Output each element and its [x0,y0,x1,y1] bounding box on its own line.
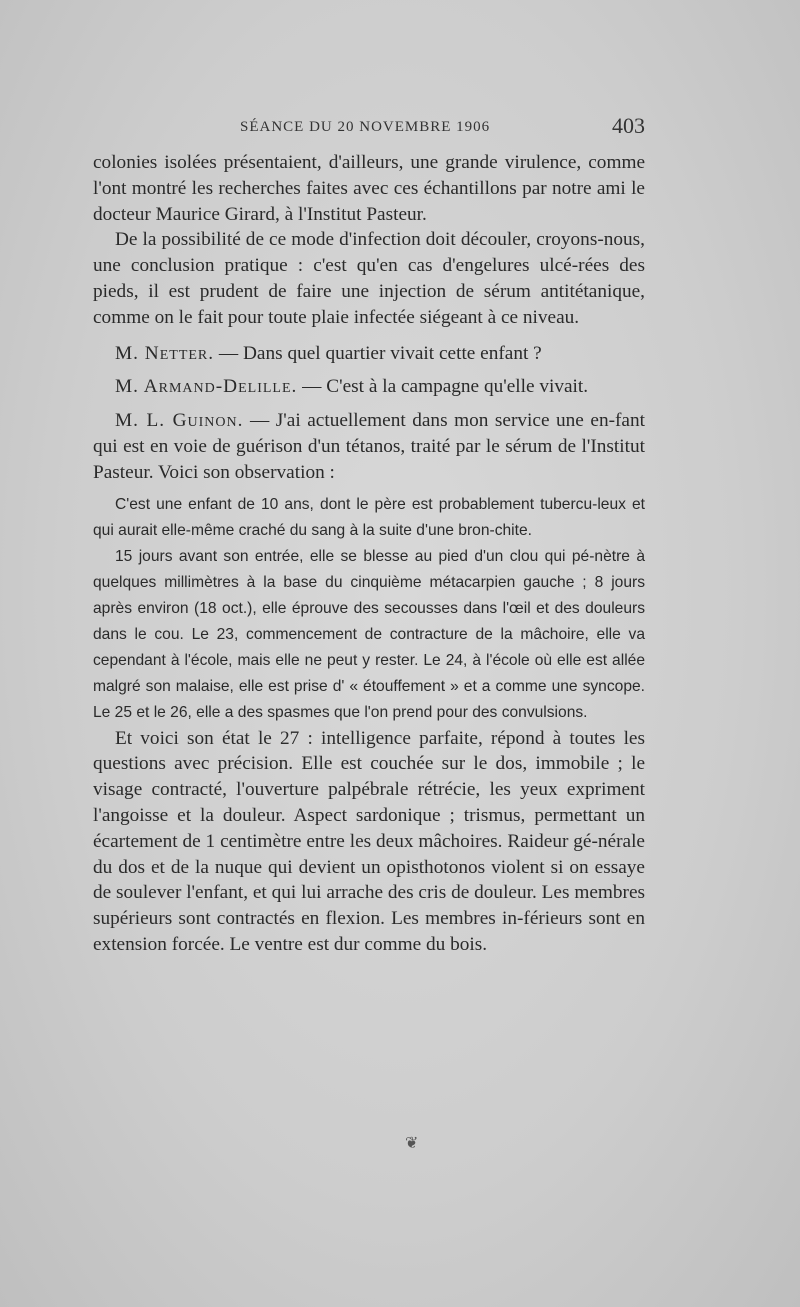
speaker-armand-delille: M. Armand-Delille. [115,376,298,398]
page-number: 403 [612,113,645,138]
speaker-guinon: M. L. Guinon. [115,410,244,432]
guinon-remark: — J'ai actuellement dans mon service une en-fant qui est en voie de guérison d'un tétanos, traité par le sérum de l'Institut Pasteur. Voici son observation : [93,410,645,483]
observation-history: C'est une enfant de 10 ans, dont le père est probablement tubercu-leux et qui aurait elle-même craché du sang à la suite d'une bron-chite. [93,495,645,539]
netter-remark: — Dans quel quartier vivait cette enfant ? [214,342,542,364]
paragraph-netter [93,341,645,367]
armand-delille-remark: — C'est à la campagne qu'elle vivait. [297,376,589,398]
speaker-netter: M. Netter. [115,342,215,364]
paragraph-armand-delille [93,374,645,400]
observation-onset: 15 jours avant son entrée, elle se blesse au pied d'un clou qui pé-nètre à quelques millimètres à la base du cinquième métacarpien gauche ; 8 jours après environ (18 oct.), elle éprouve des secousses dans l'œil et des douleurs dans le cou. Le 23, commencement de contracture de la mâchoire, elle va cependant à l'école, mais elle ne peut y rester. Le 24, à l'école où elle est allée malgré son malaise, elle est prise d' « étouffement » et a comme une syncope. Le 25 et le 26, elle a des spasmes que l'on prend pour des convulsions. [93,547,645,721]
paragraph-guinon [93,408,645,485]
paragraph-continuation: colonies isolées présentaient, d'ailleurs, une grande virulence, comme l'ont montré les recherches faites avec ces échantillons par notre ami le docteur Maurice Girard, à l'Institut Pasteur. [93,152,645,225]
ink-mark: ❦ [405,1133,419,1152]
running-head: SÉANCE DU 20 NOVEMBRE 1906 [240,119,491,135]
body-text [93,150,645,958]
observation-status: Et voici son état le 27 : intelligence parfaite, répond à toutes les questions avec précision. Elle est couchée sur le dos, immobile ; le visage contracté, l'ouverture palpébrale rétrécie, les yeux expriment l'angoisse et la douleur. Aspect sardonique ; trismus, permettant un écartement de 1 centimètre entre les deux mâchoires. Raideur gé-nérale du dos et de la nuque qui devient un opisthotonos violent si on essaye de soulever l'enfant, et qui lui arrache des cris de douleur. Les membres supérieurs sont contractés en flexion. Les membres in-férieurs sont en extension forcée. Le ventre est dur comme du bois. [93,727,645,955]
page-header [93,113,645,145]
paragraph-conclusion: De la possibilité de ce mode d'infection doit découler, croyons-nous, une conclusion pratique : c'est qu'en cas d'engelures ulcé-rées des pieds, il est prudent de faire une injection de sérum antitétanique, comme on le fait pour toute plaie infectée siégeant à ce niveau. [93,229,645,328]
